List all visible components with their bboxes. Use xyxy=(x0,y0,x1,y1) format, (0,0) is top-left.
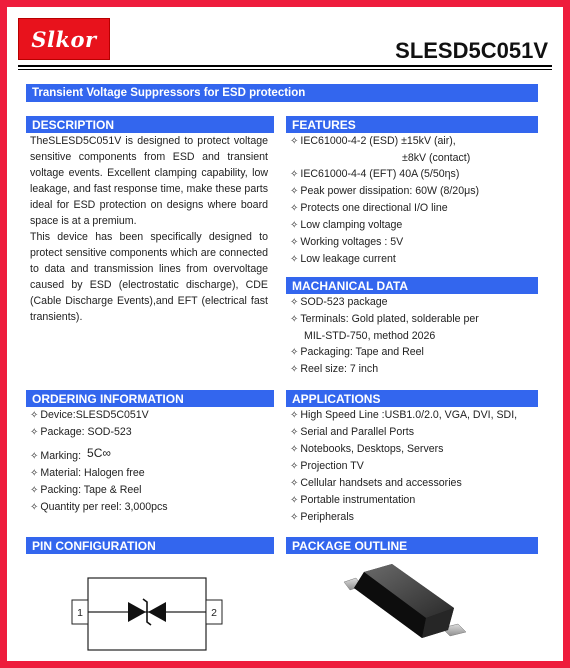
part-number: SLESD5C051V xyxy=(395,38,548,63)
section-title-applications: APPLICATIONS xyxy=(286,390,538,407)
description-paragraph-2: This device has been specifically designed to protect sensitive components which are connected to data and transmission lines from overvoltage caused by ESD (electrostatic discharge), CDE (Cable Discharge Events),and EFT (electrical fast transients). xyxy=(30,231,268,323)
diamond-bullet-icon: ✧ xyxy=(30,427,39,438)
list-item: ✧ Projection TV xyxy=(290,460,364,472)
list-item: ✧ Low leakage current xyxy=(290,253,396,265)
section-title-pin-configuration: PIN CONFIGURATION xyxy=(26,537,274,554)
mechanical-list xyxy=(290,294,538,378)
diamond-bullet-icon: ✧ xyxy=(30,485,39,496)
header-rule-thin xyxy=(18,69,552,70)
list-item: ✧ IEC61000-4-4 (EFT) 40A (5/50ηs) xyxy=(290,168,460,180)
section-title-mechanical: MACHANICAL DATA xyxy=(286,277,538,294)
section-title-features: FEATURES xyxy=(286,116,538,133)
sod-523-package-image xyxy=(342,558,472,648)
list-item: ✧ High Speed Line :USB1.0/2.0, VGA, DVI, SDI, xyxy=(290,409,518,421)
pin-2-label: 2 xyxy=(211,607,217,619)
applications-list xyxy=(290,407,540,526)
list-item: ✧ Reel size: 7 inch xyxy=(290,363,379,375)
list-item: ✧ Package: SOD-523 xyxy=(30,426,132,438)
ordering-list xyxy=(30,407,268,516)
diamond-bullet-icon: ✧ xyxy=(290,427,299,438)
features-list xyxy=(290,133,538,268)
list-item: ✧ Cellular handsets and accessories xyxy=(290,477,462,489)
diamond-bullet-icon: ✧ xyxy=(290,461,299,472)
pin-1-label: 1 xyxy=(77,607,83,619)
list-item: ✧ Low clamping voltage xyxy=(290,219,403,231)
section-title-package-outline: PACKAGE OUTLINE xyxy=(286,537,538,554)
list-item: ✧ Portable instrumentation xyxy=(290,494,416,506)
diamond-bullet-icon: ✧ xyxy=(290,364,299,375)
tvs-diode-symbol-icon xyxy=(88,599,206,625)
list-item: ✧ Working voltages : 5V xyxy=(290,236,404,248)
diamond-bullet-icon: ✧ xyxy=(290,203,299,214)
diamond-bullet-icon: ✧ xyxy=(290,297,299,308)
slkor-logo xyxy=(18,18,110,60)
diamond-bullet-icon: ✧ xyxy=(290,347,299,358)
section-title-description: DESCRIPTION xyxy=(26,116,274,133)
header-rule xyxy=(18,65,552,67)
list-item: ✧ SOD-523 package xyxy=(290,296,388,308)
description-text xyxy=(30,133,268,325)
section-title-ordering: ORDERING INFORMATION xyxy=(26,390,274,407)
description-paragraph-1: TheSLESD5C051V is designed to protect voltage sensitive components from ESD and transient voltage events. Excellent clamping capability, low leakage, and fast response time, make these parts ideal for ESD protection on designs where board space is at a premium. xyxy=(30,135,268,227)
diamond-bullet-icon: ✧ xyxy=(290,186,299,197)
diamond-bullet-icon: ✧ xyxy=(290,410,299,421)
list-item: ✧ Device:SLESD5C051V xyxy=(30,409,149,421)
product-banner: Transient Voltage Suppressors for ESD protection xyxy=(26,84,538,102)
list-item: ±8kV (contact) xyxy=(402,152,471,164)
logo-text: Slkor xyxy=(31,26,97,52)
diamond-bullet-icon: ✧ xyxy=(290,495,299,506)
diamond-bullet-icon: ✧ xyxy=(30,451,39,462)
diamond-bullet-icon: ✧ xyxy=(30,502,39,513)
diamond-bullet-icon: ✧ xyxy=(290,237,299,248)
diamond-bullet-icon: ✧ xyxy=(290,254,299,265)
list-item: ✧ Terminals: Gold plated, solderable per xyxy=(290,313,479,325)
list-item: ✧ Peripherals xyxy=(290,511,354,523)
list-item: ✧ IEC61000-4-2 (ESD) ±15kV (air), xyxy=(290,135,456,147)
diamond-bullet-icon: ✧ xyxy=(290,444,299,455)
list-item: ✧ Peak power dissipation: 60W (8/20μs) xyxy=(290,185,480,197)
diamond-bullet-icon: ✧ xyxy=(290,314,299,325)
list-item: ✧ Protects one directional I/O line xyxy=(290,202,448,214)
list-item: MIL-STD-750, method 2026 xyxy=(304,330,436,342)
list-item: ✧ Serial and Parallel Ports xyxy=(290,426,415,438)
pin-configuration-diagram xyxy=(60,568,240,652)
list-item: ✧ Packing: Tape & Reel xyxy=(30,484,142,496)
list-item: ✧ Quantity per reel: 3,000pcs xyxy=(30,501,168,513)
diamond-bullet-icon: ✧ xyxy=(30,410,39,421)
diamond-bullet-icon: ✧ xyxy=(290,220,299,231)
diamond-bullet-icon: ✧ xyxy=(290,136,299,147)
list-item: ✧ Packaging: Tape and Reel xyxy=(290,346,424,358)
list-item: ✧ Material: Halogen free xyxy=(30,467,145,479)
list-item: ✧ Marking: 5C∞ xyxy=(30,446,111,462)
marking-code: 5C∞ xyxy=(87,446,111,460)
diamond-bullet-icon: ✧ xyxy=(290,478,299,489)
diamond-bullet-icon: ✧ xyxy=(290,512,299,523)
list-item: ✧ Notebooks, Desktops, Servers xyxy=(290,443,444,455)
diamond-bullet-icon: ✧ xyxy=(30,468,39,479)
diamond-bullet-icon: ✧ xyxy=(290,169,299,180)
